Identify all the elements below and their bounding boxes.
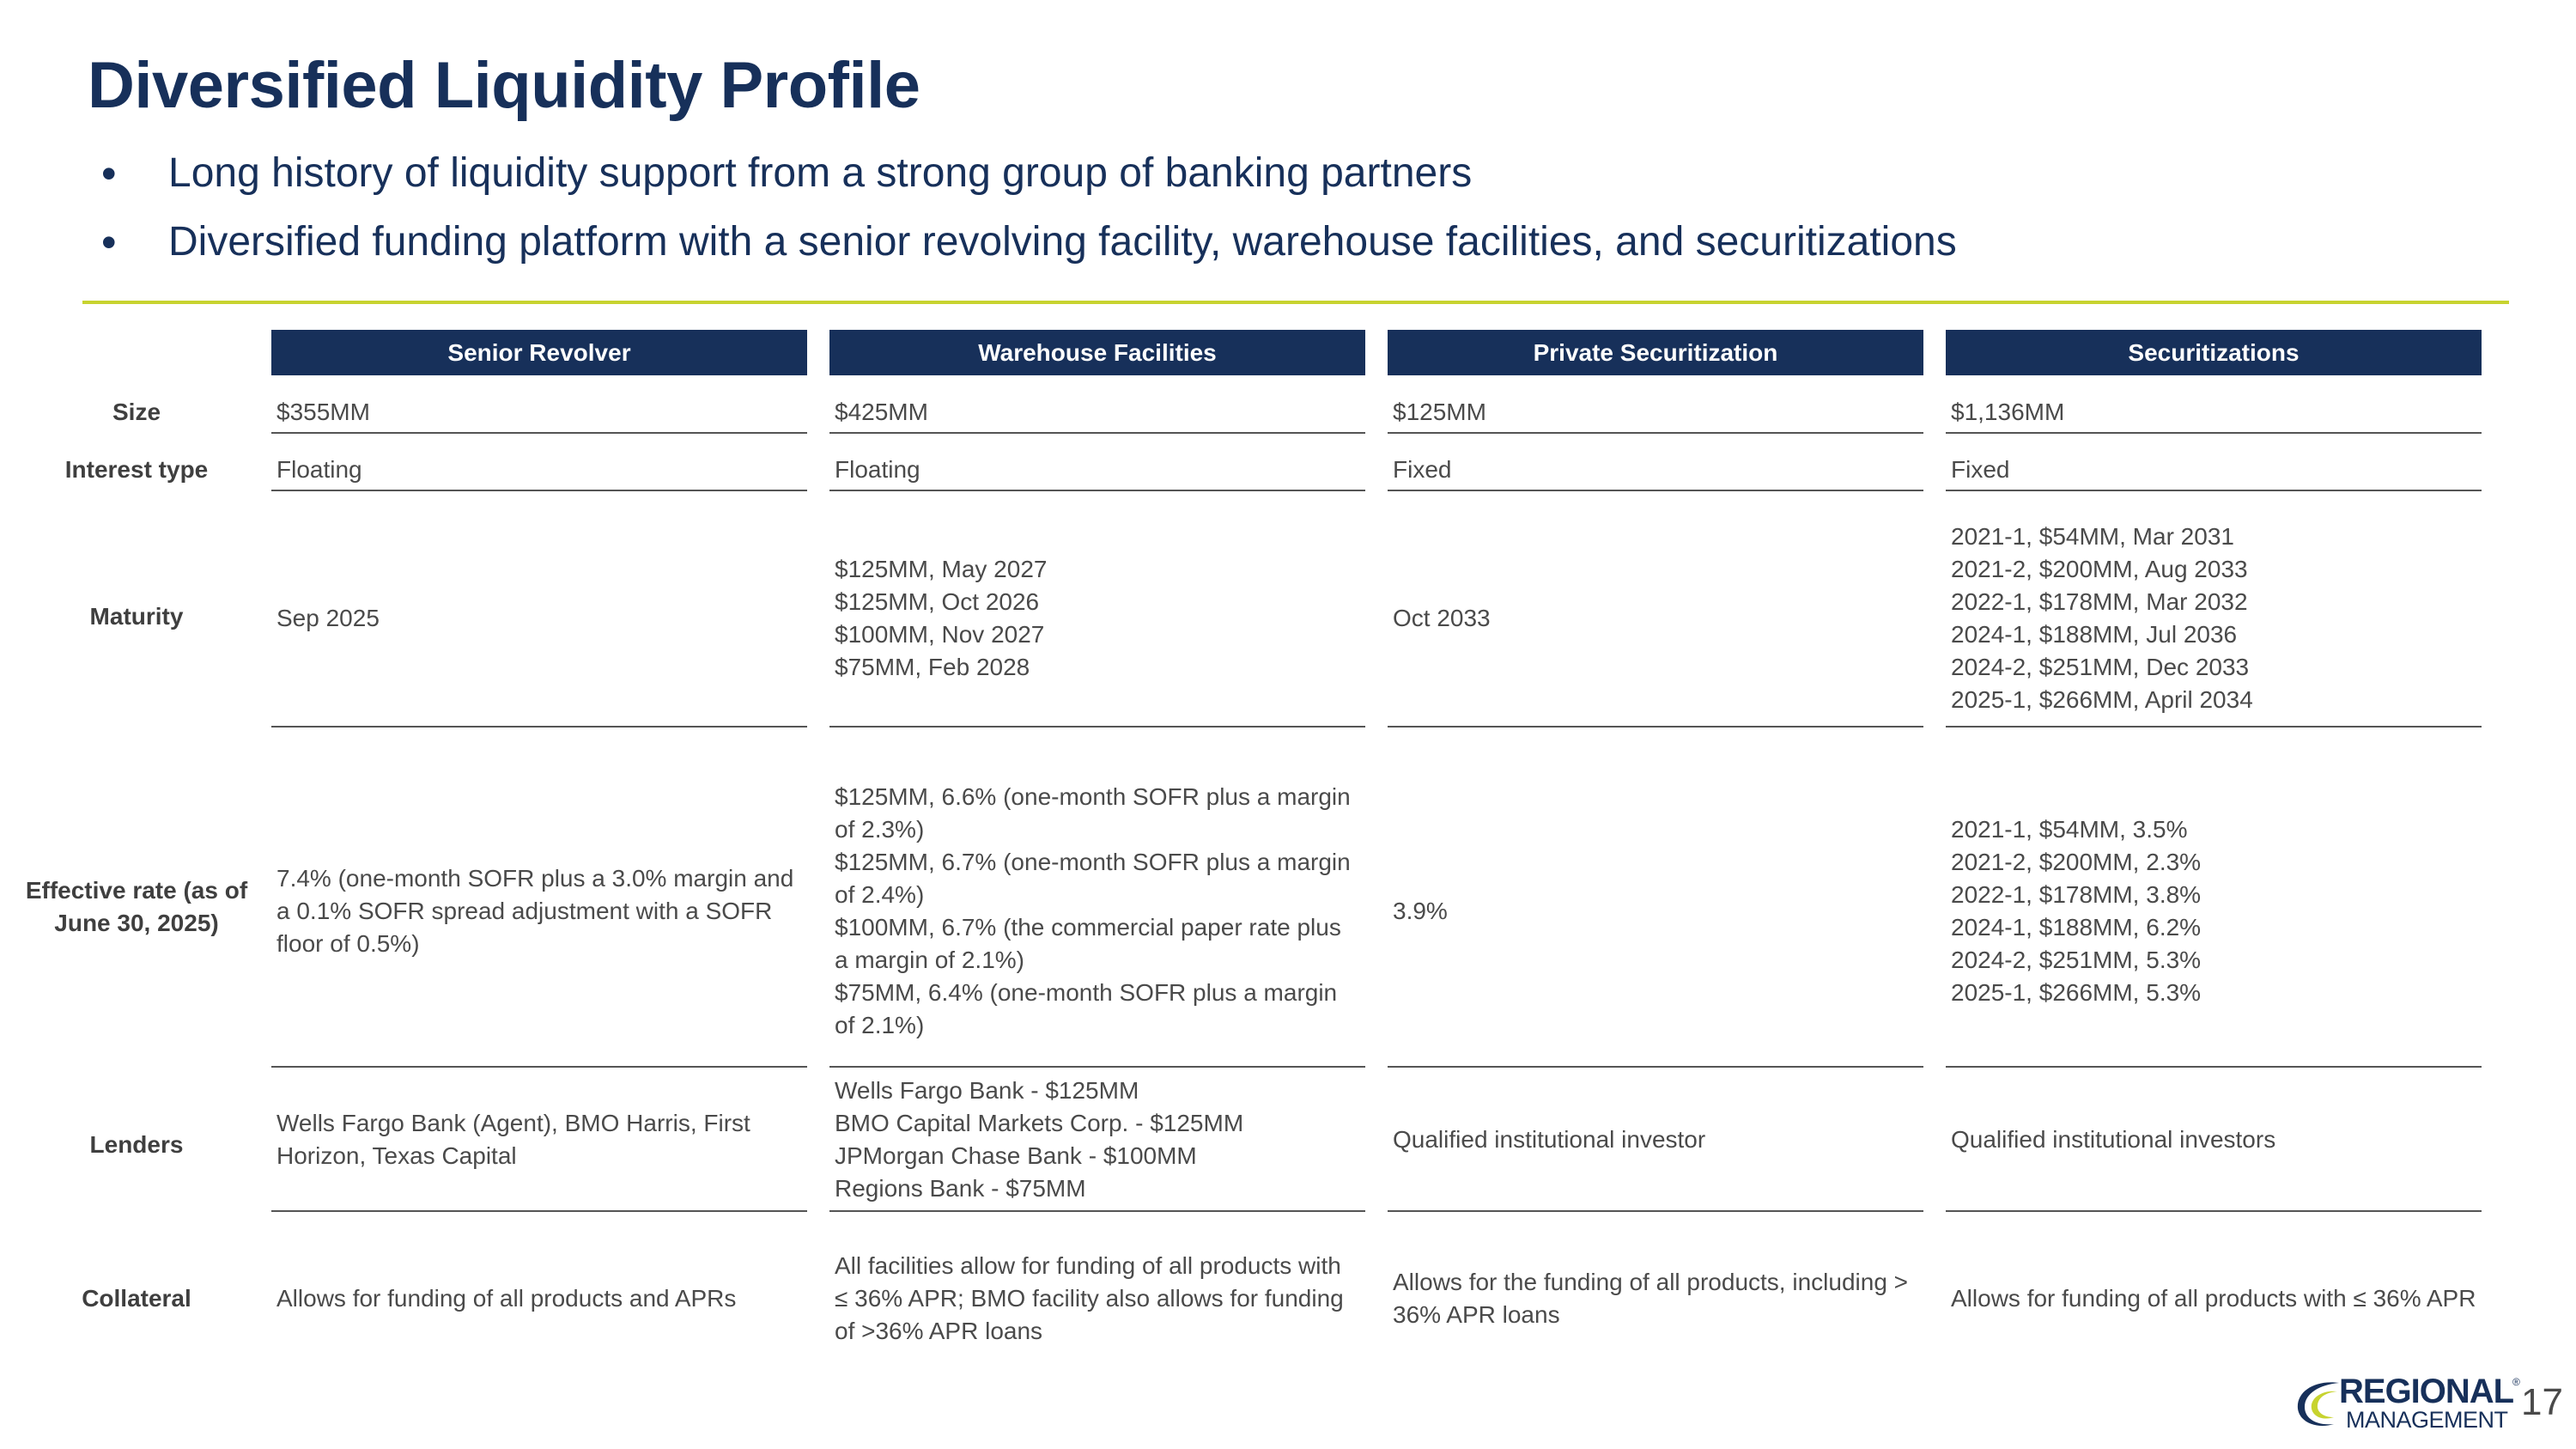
table-cell — [1946, 449, 2482, 491]
bullet-icon: • — [101, 218, 117, 266]
row-label-collateral: Collateral — [82, 1285, 191, 1312]
table-cell — [271, 510, 807, 728]
table-cell — [829, 392, 1365, 434]
col-header-private-securitization: Private Securitization — [1388, 330, 1923, 375]
cell-text: 2021-1, $54MM, Mar 2031 2021-2, $200MM, Aug 2033 2022-1, $178MM, Mar 2032 2024-1, $188MM, Jul 2036 2024-2, $251MM, Dec 2033 2025-1, $266MM, April 2034 — [1951, 522, 2253, 713]
cell-text: $425MM — [835, 398, 928, 425]
table-cell — [1388, 756, 1923, 1068]
col-header-senior-revolver: Senior Revolver — [271, 330, 807, 375]
cell-text: $1,136MM — [1951, 398, 2065, 425]
cell-text: $355MM — [276, 398, 370, 425]
page-title: Diversified Liquidity Profile — [88, 49, 920, 122]
title-divider — [82, 301, 2509, 304]
row-label-lenders: Lenders — [89, 1131, 184, 1158]
cell-text: Allows for funding of all products and APRs — [276, 1285, 737, 1312]
cell-text: $125MM, May 2027 $125MM, Oct 2026 $100MM, Nov 2027 $75MM, Feb 2028 — [835, 555, 1048, 680]
col-header-warehouse-facilities: Warehouse Facilities — [829, 330, 1365, 375]
cell-text: Qualified institutional investor — [1393, 1125, 1706, 1153]
bullet-text: Diversified funding platform with a senior revolving facility, warehouse facilities, and securitizations — [168, 219, 1957, 265]
cell-text: Sep 2025 — [276, 604, 380, 631]
company-logo — [2294, 1374, 2518, 1433]
logo-registered-mark: ® — [2512, 1376, 2520, 1388]
cell-text: $125MM — [1393, 398, 1486, 425]
table-cell — [829, 1213, 1365, 1385]
table-cell — [1946, 510, 2482, 728]
table-cell — [829, 510, 1365, 728]
cell-text: Wells Fargo Bank (Agent), BMO Harris, First Horizon, Texas Capital — [276, 1109, 750, 1169]
table-cell — [1946, 1068, 2482, 1212]
col-header-securitizations: Securitizations — [1946, 330, 2482, 375]
table-cell — [1388, 1068, 1923, 1212]
table-cell — [1946, 1213, 2482, 1385]
bullet-item — [101, 146, 1957, 215]
cell-text: $125MM, 6.6% (one-month SOFR plus a margin of 2.3%) $125MM, 6.7% (one-month SOFR plus a margin of 2.4%) $100MM, 6.7% (the commercial paper rate plus a margin of 2.1%) $75MM, 6.4% (one-month SOFR plus a margin of 2.1%) — [835, 782, 1351, 1038]
table-cell — [271, 756, 807, 1068]
table-cell — [829, 449, 1365, 491]
cell-text: 7.4% (one-month SOFR plus a 3.0% margin and a 0.1% SOFR spread adjustment with a SOFR floor of 0.5%) — [276, 864, 794, 957]
bullet-list — [101, 146, 1957, 283]
table-cell — [829, 1068, 1365, 1212]
cell-text: Floating — [276, 455, 362, 483]
row-label-maturity: Maturity — [89, 603, 184, 630]
table-cell — [271, 1068, 807, 1212]
cell-text: 3.9% — [1393, 897, 1448, 924]
cell-text: 2021-1, $54MM, 3.5% 2021-2, $200MM, 2.3% 2022-1, $178MM, 3.8% 2024-1, $188MM, 6.2% 2024-2, $251MM, 5.3% 2025-1, $266MM, 5.3% — [1951, 815, 2202, 1006]
cell-text: Allows for funding of all products with ≤ 36% APR — [1951, 1285, 2476, 1312]
row-label-size: Size — [112, 399, 161, 425]
bullet-icon: • — [101, 149, 117, 198]
cell-text: Wells Fargo Bank - $125MM BMO Capital Markets Corp. - $125MM JPMorgan Chase Bank - $100MM Regions Bank - $75MM — [835, 1076, 1244, 1202]
table-cell — [1388, 1213, 1923, 1385]
cell-text: Fixed — [1951, 455, 2010, 483]
table-cell — [829, 756, 1365, 1068]
table-cell — [1388, 392, 1923, 434]
bullet-text: Long history of liquidity support from a strong group of banking partners — [168, 150, 1473, 196]
table-cell — [1388, 510, 1923, 728]
cell-text: Fixed — [1393, 455, 1452, 483]
table-cell — [1946, 392, 2482, 434]
logo-line-1: REGIONAL — [2339, 1373, 2514, 1410]
cell-text: All facilities allow for funding of all products with ≤ 36% APR; BMO facility also allows for funding of >36% APR loans — [835, 1252, 1344, 1344]
row-label-interest-type: Interest type — [64, 456, 209, 483]
cell-text: Floating — [835, 455, 920, 483]
table-cell — [271, 392, 807, 434]
logo-swoosh-icon — [2294, 1378, 2344, 1429]
cell-text: Allows for the funding of all products, including > 36% APR loans — [1393, 1269, 1909, 1328]
table-cell — [271, 1213, 807, 1385]
cell-text: Qualified institutional investors — [1951, 1125, 2276, 1153]
row-label-effective-rate: Effective rate (as of June 30, 2025) — [25, 877, 248, 936]
table-cell — [1388, 449, 1923, 491]
cell-text: Oct 2033 — [1393, 604, 1491, 631]
table-cell — [1946, 756, 2482, 1068]
bullet-item — [101, 215, 1957, 283]
table-cell — [271, 449, 807, 491]
page-number: 17 — [2521, 1381, 2563, 1423]
logo-line-2: MANAGEMENT — [2346, 1407, 2508, 1433]
